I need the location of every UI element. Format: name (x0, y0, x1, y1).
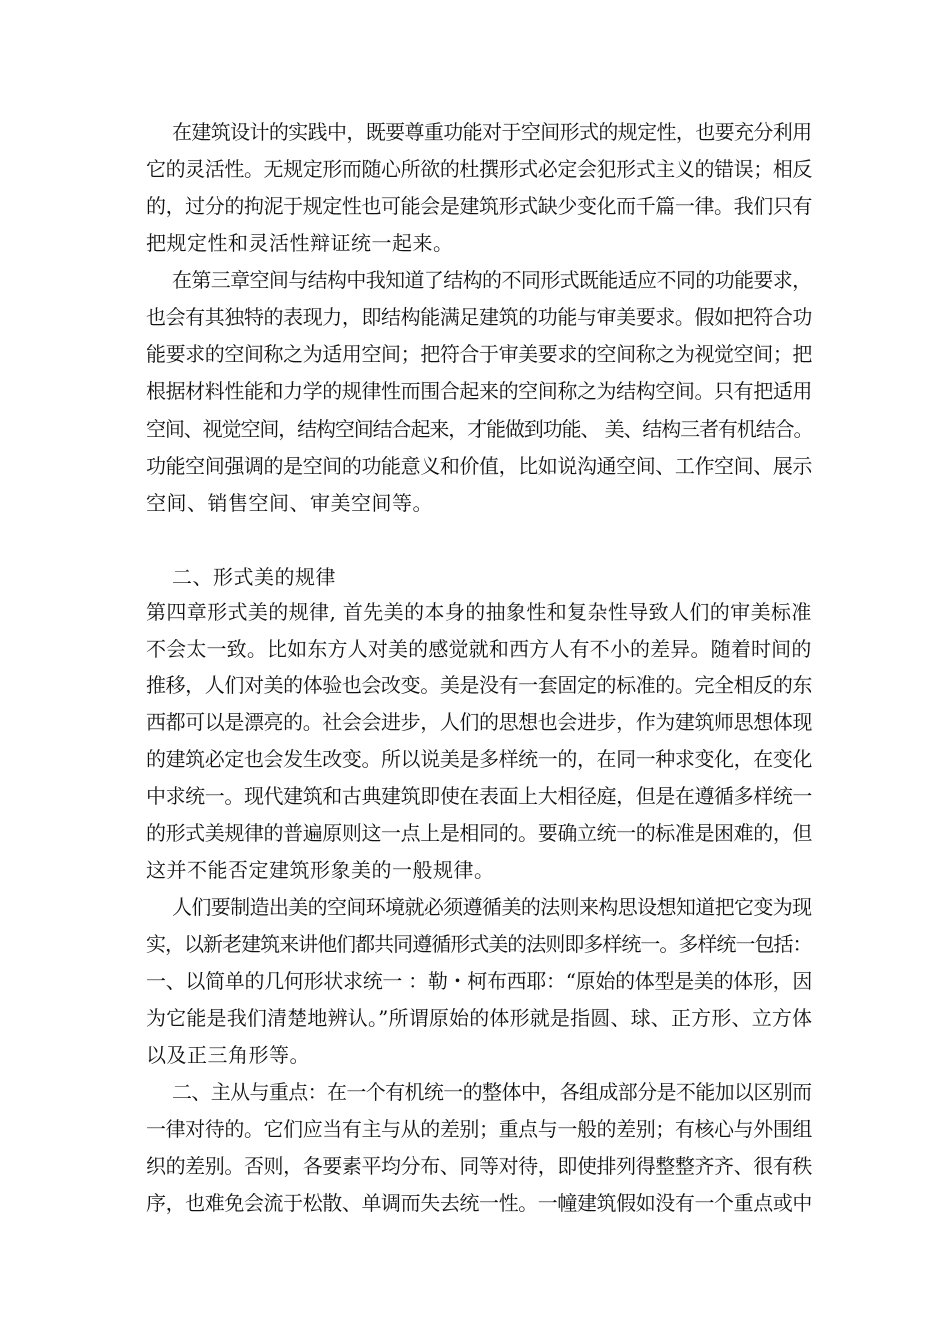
text-line: 以及正三角形等。 (146, 1043, 310, 1067)
text-line: 推移，人们对美的体验也会改变。美是没有一套固定的标准的。完全相反的东 (146, 673, 812, 697)
text-line: 序，也难免会流于松散、单调而失去统一性。一幢建筑假如没有一个重点或中 (146, 1191, 812, 1215)
text-line: 功能空间强调的是空间的功能意义和价值，比如说沟通空间、工作空间、展示 (146, 454, 812, 478)
section-heading: 二、形式美的规律 (172, 565, 336, 589)
text-line: 空间、视觉空间，结构空间结合起来，才能做到功能、 美、结构三者有机结合。 (146, 417, 813, 441)
text-line: 的，过分的拘泥于规定性也可能会是建筑形式缺少变化而千篇一律。我们只有 (146, 194, 812, 218)
text-line: 也会有其独特的表现力，即结构能满足建筑的功能与审美要求。假如把符合功 (146, 305, 812, 329)
text-line: 不会太一致。比如东方人对美的感觉就和西方人有不小的差异。随着时间的 (146, 637, 812, 661)
text-line: 它的灵活性。无规定形而随心所欲的杜撰形式必定会犯形式主义的错误；相反 (146, 157, 812, 181)
text-line: 根据材料性能和力学的规律性而围合起来的空间称之为结构空间。只有把适用 (146, 379, 812, 403)
text-line: 一律对待的。它们应当有主与从的差别；重点与一般的差别；有核心与外围组 (146, 1117, 812, 1141)
text-line: 这并不能否定建筑形象美的一般规律。 (146, 858, 495, 882)
text-line: 能要求的空间称之为适用空间；把符合于审美要求的空间称之为视觉空间；把 (146, 342, 812, 366)
text-line: 人们要制造出美的空间环境就必须遵循美的法则来构思设想知道把它变为现 (172, 895, 812, 919)
text-line: 的建筑必定也会发生改变。所以说美是多样统一的，在同一种求变化，在变化 (146, 747, 812, 771)
text-line: 在建筑设计的实践中，既要尊重功能对于空间形式的规定性，也要充分利用 (172, 120, 812, 144)
text-line: 的形式美规律的普遍原则这一点上是相同的。要确立统一的标准是困难的，但 (146, 821, 812, 845)
text-line: 在第三章空间与结构中我知道了结构的不同形式既能适应不同的功能要求， (172, 268, 812, 292)
text-line: 为它能是我们清楚地辨认。”所谓原始的体形就是指圆、球、正方形、立方体 (146, 1006, 813, 1030)
text-line: 把规定性和灵活性辩证统一起来。 (146, 231, 454, 255)
text-line: 二、主从与重点：在一个有机统一的整体中，各组成部分是不能加以区别而 (172, 1080, 812, 1104)
text-line: 西都可以是漂亮的。社会会进步，人们的思想也会进步，作为建筑师思想体现 (146, 710, 812, 734)
text-line: 中求统一。现代建筑和古典建筑即使在表面上大相径庭，但是在遵循多样统一 (146, 784, 812, 808)
text-line: 一、以简单的几何形状求统一 ：勒・柯布西耶：“原始的体型是美的体形，因 (146, 969, 813, 993)
text-line: 实，以新老建筑来讲他们都共同遵循形式美的法则即多样统一。多样统一包括： (146, 932, 812, 956)
text-line: 织的差别。否则，各要素平均分布、同等对待，即使排列得整整齐齐、很有秩 (146, 1154, 812, 1178)
text-line: 第四章形式美的规律, 首先美的本身的抽象性和复杂性导致人们的审美标准 (146, 600, 812, 624)
text-line: 空间、销售空间、审美空间等。 (146, 491, 433, 515)
